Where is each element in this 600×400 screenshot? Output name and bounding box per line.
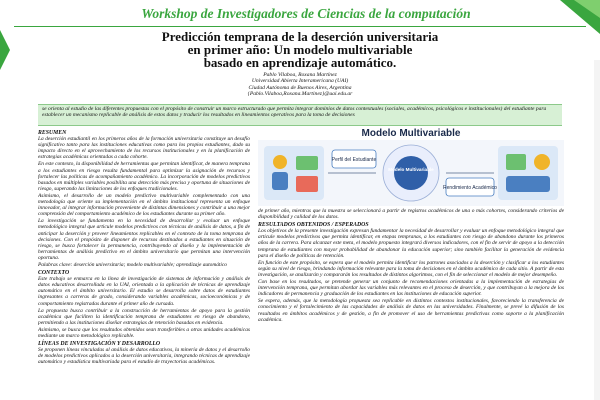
paragraph: Asimismo, se busca que los resultados obtenidos sean transferibles a otras unidades académicas mediante un marco metodológico replicable. <box>38 326 250 339</box>
center-node <box>394 156 428 190</box>
highlight-summary-bar: se orienta al estudio de las diferentes propuestas con el propósito de construir un marco estructurado que permita integrar dominios de datos contextuales (sociales, académicos, psicológicos e institucionales) del estudiante para establecer un mecanismo replicable de análisis de estos datos y traducir los resultados en lineamientos operativos para la toma de decisiones <box>38 104 562 126</box>
paper-title <box>100 30 500 69</box>
paragraph: Se proponen líneas vinculadas al análisis de datos educativos, la minería de datos y el desarrollo de modelos predictivos aplicados a la deserción universitaria, integrando técnicas de aprendizaje automático y estadística multivariada para el estudio de trayectorias académicas. <box>38 347 250 366</box>
center-label: Modelo Multivariable <box>388 167 434 172</box>
author-affiliation: Universidad Abierta Interamericana (UAI) <box>251 78 349 85</box>
paragraph: Los objetivos de la presente investigación expresan fundamentar la necesidad de desarrollar y evaluar un enfoque metodológico integral que articule modelos predictivos que permita identificar, en etapas tempranas, a los estudiantes con riesgo de abandono durante los primeros años de la carrera. Para alcanzar este meta, el modelo propuesto integrará diversos indicadores, con el fin de servir de apoyo a la detección temprana de estudiantes con mayor probabilidad de abandonar la educación superior; sino también facilitar la generación de evidencia para el diseño de políticas de retención. <box>258 228 564 259</box>
target-icon <box>534 154 550 170</box>
paragraph: Palabras clave: deserción universitaria; modelo multivariable; aprendizaje automático <box>38 261 227 268</box>
corner-decoration <box>540 0 600 34</box>
laptop-icon <box>506 176 550 192</box>
section-heading: RESUMEN <box>38 130 67 136</box>
author-location: Ciudad Autónoma de Buenos Aires, Argentina <box>248 84 352 91</box>
person-icon <box>273 155 287 169</box>
graph-icon <box>506 154 526 170</box>
chart-icon <box>296 156 318 170</box>
section-heading: LÍNEAS DE INVESTIGACIÓN Y DESARROLLO <box>38 341 161 348</box>
paragraph: La propuesta busca contribuir a la construcción de herramientas de apoyo para la gestión académica que faciliten la identificación temprana de estudiantes en riesgo de abandono, permitiendo a las instituciones diseñar estrategias de retención basadas en evidencia. <box>38 307 250 326</box>
paper-title-line: Predicción temprana de la deserción universitaria <box>161 29 439 44</box>
node-label-performance: Rendimiento Académico <box>443 185 497 191</box>
paragraph: Este trabajo se enmarca en la línea de investigación de sistemas de información y análisis de datos educativos desarrollada en la UAI, orientada a la aplicación de técnicas de aprendizaje automático en el ámbito universitario. El estudio se desarrolla sobre datos de estudiantes ingresantes a carreras de grado, considerando variables académicas, socioeconómicas y de comportamiento registradas durante el primer año de cursada. <box>38 276 250 307</box>
paragraph: de primer año, mientras que la muestra se seleccionará a partir de registros académicos de una o más cohortes, considerando criterios de disponibilidad y calidad de los datos. <box>258 208 564 221</box>
person-body-icon <box>272 172 288 190</box>
figure-diagram <box>258 140 564 206</box>
workshop-title: Workshop de Investigadores de Ciencias de la computación <box>141 6 471 21</box>
section-heading: CONTEXTO <box>38 270 70 277</box>
left-column <box>38 128 250 396</box>
author-names: Pablo Vilaboa, Roxana Martínez <box>263 72 337 78</box>
paper-title-line: en primer año: Un modelo multivariable <box>187 42 413 57</box>
paragraph: Se espera, además, que la metodología propuesta sea replicable en distintos contextos institucionales, favoreciendo la transferencia de conocimiento y el fortalecimiento de las capacidades de análisis de datos en las universidades. Finalmente, se prevé la difusión de los resultados en ámbitos académicos y de gestión, a fin de promover el uso de herramientas predictivas como soporte a la planificación académica. <box>258 298 564 323</box>
paper-title-line: basado en aprendizaje automático. <box>203 55 397 70</box>
page-edge-shadow <box>594 60 600 400</box>
right-column <box>258 208 564 396</box>
author-emails: {Pablo.Vilaboa,Roxana.Martinez}@uai.edu.ar <box>247 90 353 97</box>
paragraph: Con base en los resultados, se pretende generar un conjunto de recomendaciones orientadas a la implementación de estrategias de intervención temprana, que permitan abordar las variables más relevantes en el proceso de deserción, y que contribuyan a la mejora de los indicadores de permanencia y graduación de los estudiantes en las instituciones de educación superior. <box>258 279 564 298</box>
figure-title: Modelo Multivariable <box>361 128 461 139</box>
section-heading: RESULTADOS OBTENIDOS / ESPERADOS <box>258 222 369 229</box>
left-edge-decoration <box>0 30 10 70</box>
paragraph: En función de este propósito, se espera que el modelo permita identificar los patrones asociados a la deserción y clasificar a los estudiantes según su nivel de riesgo, brindando información relevante para la toma de decisiones en el ámbito académico de cada sitio. A partir de esta investigación, se analizarán y compararán los resultados de distintos algoritmos, con el fin de seleccionar el modelo de mejor desempeño. <box>258 259 564 278</box>
model-figure <box>258 128 564 206</box>
author-block <box>180 72 420 97</box>
paragraph: Asimismo, el desarrollo de un modelo predictivo multivariable complementado con una metodología que oriente su implementación en el ámbito institucional representa un enfoque innovador, al integrar información proveniente de distintas dimensiones y contribuir a una mejor comprensión del comportamiento académico de los estudiantes durante su primer año. <box>38 192 250 218</box>
book-icon <box>296 176 318 192</box>
paragraph: La investigación se fundamenta en la necesidad de desarrollar y evaluar un enfoque metodológico integral que articule modelos predictivos con técnicas de análisis de datos, a fin de anticipar la deserción y proveer lineamientos replicables en el contexto de la toma temprana de decisiones. Con el propósito de disponer de recursos destinados a estudiantes en situación de riesgo, se busca fortalecer la permanencia, contribuyendo al diseño y la implementación de herramientas de análisis predictivo en el ámbito universitario que permitan una intervención oportuna. <box>38 218 250 261</box>
header-divider <box>14 26 586 27</box>
node-label-student: Perfil del Estudiante <box>331 157 377 163</box>
paragraph: La deserción estudiantil en los primeros años de la formación universitaria constituye un desafío significativo tanto para las instituciones educativas como para los propios estudiantes, dado su impacto directo en el aprovechamiento de los recursos institucionales y en la planificación de estrategias académicas orientadas a cada cohorte. <box>38 136 250 161</box>
paragraph: En este contexto, la disponibilidad de herramientas que permitan identificar, de manera temprana a los estudiantes en riesgo resulta fundamental para optimizar la asignación de recursos y fortalecer las políticas de acompañamiento académico. La incorporación de modelos predictivos basados en múltiples variables posibilita una detección más precisa y oportuna de situaciones de riesgo, superando las limitaciones de los enfoques tradicionales. <box>38 161 250 192</box>
